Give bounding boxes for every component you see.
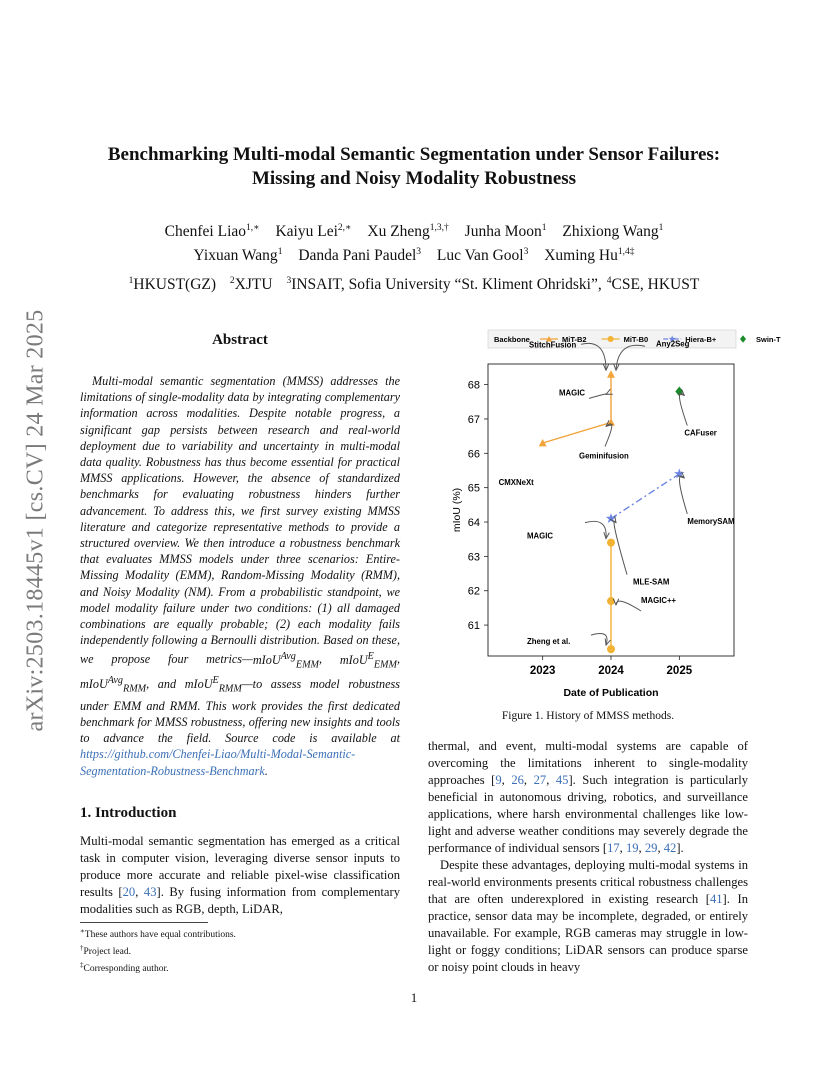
- affiliation: $^2$XJTU: [229, 276, 273, 294]
- citation-link[interactable]: 20: [122, 885, 136, 899]
- series-line: [611, 474, 679, 519]
- legend-label: MiT-B2: [562, 335, 587, 344]
- annotation-label: MAGIC: [527, 531, 553, 541]
- y-tick-label: 66: [467, 448, 480, 461]
- annotation-label: Zheng et al.: [527, 637, 571, 647]
- y-tick-label: 61: [467, 620, 480, 633]
- footnote: †Project lead.: [80, 944, 131, 958]
- abstract-body: Multi-modal semantic segmentation (MMSS) addresses the limitations of single-modality data by integrating complementary information across modalities. Despite notable progress, a significant gap persists between research and real-world deployment due to variability and uncertainty in multi-modal data quality. Robustness has thus become essential for practical MMSS applications. However, the absence of standardized benchmarks for evaluating robustness hinders further advancement. To address this, we first survey existing MMSS literature and categorize representative methods to provide a structured overview. We then introduce a robustness benchmark that evaluates MMSS models under three scenarios: Entire-Missing Modality (EMM), Random-Missing Modality (RMM), and Noisy Modality (NM). From a probabilistic standpoint, we model modality failure under two conditions: (1) all damaged combinations are equally probable; (2) each modality fails independently following a Bernoulli distribution. Based on these, we propose four metrics—mIoU$^{Avg}_{EMM}$, mIoU$^E_{EMM}$, mIoU$^{Avg}_{RMM}$, and mIoU$^E_{RMM}$—to assess model robustness under EMM and RMM. This work provides the first dedicated benchmark for MMSS robustness, offering new insights and tools to advance the field. Source code is available at https://github.com/Chenfei-Liao/Multi-Modal-Semantic-Segmentation-Robustness-Benchmark.: [80, 374, 401, 778]
- y-tick-label: 65: [467, 482, 480, 495]
- legend-marker: [740, 335, 746, 343]
- affiliation: $^4$CSE, HKUST: [606, 276, 700, 294]
- citation-link[interactable]: 43: [143, 885, 157, 899]
- y-tick-label: 63: [467, 551, 480, 564]
- annotation-label: Geminifusion: [579, 451, 629, 461]
- data-point: [607, 539, 615, 547]
- metric-rmm-e: mIoU$^E_{RMM}$: [184, 675, 242, 695]
- page-number: 1: [410, 990, 418, 1005]
- arxiv-stamp-text: arXiv:2503.18445v1 [cs.CV] 24 Mar 2025: [22, 308, 49, 732]
- affiliation: $^3$INSAIT, Sofia University “St. Kliment Ohridski”,: [286, 276, 602, 294]
- annotation-label: MAGIC++: [641, 596, 677, 606]
- footnote: ∗These authors have equal contributions.: [80, 927, 236, 941]
- author: Zhixiong Wang$^1$: [562, 223, 664, 241]
- paragraph: Despite these advantages, deploying multi-modal systems in real-world environments presents critical robustness challenges that are often underexplored in existing research [41]. In practice, sensor data may be incomplete, degraded, or entirely unavailable. For example, RGB cameras may struggle in low-light or foggy conditions; LiDAR sensors can produce sparse or noisy point clouds in heavy: [428, 858, 748, 974]
- author-list: [80, 218, 748, 266]
- author: Xuming $Hu^{1,4\ddagger}$: [544, 247, 635, 265]
- data-point: [607, 645, 615, 653]
- citation-link[interactable]: 17: [607, 841, 620, 855]
- author: Yixuan Wang$^1$: [193, 247, 283, 265]
- author-row-1: [80, 218, 748, 242]
- footnote-rule: [80, 922, 208, 923]
- arxiv-stamp: [14, 300, 58, 740]
- abstract-heading: Abstract: [212, 332, 268, 348]
- citation-link[interactable]: 42: [663, 841, 677, 855]
- data-point: [607, 370, 615, 377]
- code-link[interactable]: https://github.com/Chenfei-Liao/Multi-Modal-Semantic-Segmentation-Robustness-Benchmark: [80, 747, 356, 778]
- metric-emm-e: mIoU$^E_{EMM}$: [339, 650, 397, 670]
- annotation-label: MemorySAM: [687, 516, 735, 526]
- paragraph: thermal, and event, multi-modal systems are capable of overcoming the limitations inherent to single-modality approaches [9, 26, 27, 45]. Such integration is particularly beneficial in autonomous driving, robotics, and surveillance applications, where harsh environmental challenges like low-light and adverse weather conditions may severely degrade the performance of individual sensors [17, 19, 29, 42].: [428, 739, 749, 855]
- annotation-label: MAGIC: [559, 388, 585, 398]
- paper-title: [80, 143, 748, 191]
- y-tick-label: 67: [467, 413, 480, 426]
- annotation-arrow: [591, 633, 607, 645]
- citation-link[interactable]: 26: [511, 773, 524, 787]
- y-tick-label: 64: [467, 517, 480, 530]
- author: Xu Zheng$^{1,3,\dagger}$: [367, 223, 449, 241]
- author: Luc Van Gool$^3$: [436, 247, 529, 265]
- author: Kaiyu Lei$^{2,∗}$: [275, 223, 352, 241]
- citation-link[interactable]: 9: [495, 773, 502, 787]
- title-line-1: Benchmarking Multi-modal Semantic Segmentation under Sensor Failures:: [107, 144, 721, 165]
- y-tick-label: 68: [467, 379, 480, 392]
- annotation-arrow: [616, 601, 641, 611]
- x-tick-label: 2023: [529, 665, 556, 677]
- title-line-2: Missing and Noisy Modality Robustness: [251, 168, 577, 189]
- chart-annotations: [499, 339, 735, 646]
- annotation-arrow: [589, 394, 607, 399]
- x-tick-label: 2024: [598, 665, 624, 677]
- author-row-2: [80, 242, 748, 266]
- citation-link[interactable]: 19: [625, 841, 639, 855]
- annotation-label: CMXNeXt: [498, 478, 534, 488]
- annotation-arrow: [585, 521, 606, 538]
- legend-label: Swin-T: [756, 335, 781, 344]
- intro-continued: [428, 738, 748, 976]
- annotation-arrow: [679, 476, 687, 514]
- footnotes: [80, 925, 400, 976]
- annotation-arrow: [679, 394, 687, 426]
- chart-series: [539, 370, 685, 653]
- x-tick-label: 2025: [666, 665, 693, 677]
- intro-paragraph: Multi-modal semantic segmentation has emerged as a critical task in computer vision, leveraging diverse sensor inputs to produce more accurate and reliable pixel-wise classification results [20, 43]. By fusing information from complementary modalities such as RGB, depth, LiDAR,: [80, 834, 400, 916]
- y-tick-label: 62: [467, 585, 480, 598]
- legend-title: Backbone: [494, 335, 530, 344]
- affiliation: $^1$HKUST(GZ): [128, 276, 217, 294]
- series-line: [543, 374, 611, 443]
- author: Danda Pani Paudel$^3$: [298, 247, 422, 265]
- metric-rmm-avg: mIoU$^{Avg}_{RMM}$: [80, 675, 147, 695]
- annotation-label: MLE-SAM: [633, 577, 670, 587]
- annotation-arrow: [614, 521, 627, 574]
- author: Junha Moon$^1$: [464, 223, 547, 241]
- x-axis-label: Date of Publication: [563, 687, 659, 699]
- mmss-history-chart: [428, 328, 781, 706]
- legend-label: MiT-B0: [623, 335, 649, 344]
- annotation-label: StitchFusion: [529, 340, 577, 350]
- data-point: [607, 597, 615, 605]
- author: Chenfei Liao$^{1,∗}$: [164, 223, 260, 241]
- annotation-arrow: [605, 424, 612, 447]
- annotation-label: Any2Seg: [656, 339, 690, 349]
- annotation-label: CAFuser: [684, 428, 717, 438]
- citation-link[interactable]: 29: [644, 841, 658, 855]
- citation-link[interactable]: 45: [555, 773, 569, 787]
- annotation-arrow: [616, 345, 645, 370]
- legend-label: Hiera-B+: [685, 335, 717, 344]
- metric-emm-avg: mIoU$^{Avg}_{EMM}$: [252, 650, 319, 670]
- section-heading-introduction: 1. Introduction: [80, 805, 177, 821]
- footnote: ‡Corresponding author.: [80, 961, 169, 975]
- affiliations: [80, 276, 748, 294]
- chart-axes: [451, 364, 734, 699]
- y-axis-label: mIoU (%): [451, 487, 463, 533]
- citation-link[interactable]: 41: [709, 892, 723, 906]
- figure-caption: Figure 1. History of MMSS methods.: [501, 710, 675, 722]
- citation-link[interactable]: 27: [533, 773, 547, 787]
- legend-marker: [608, 336, 614, 342]
